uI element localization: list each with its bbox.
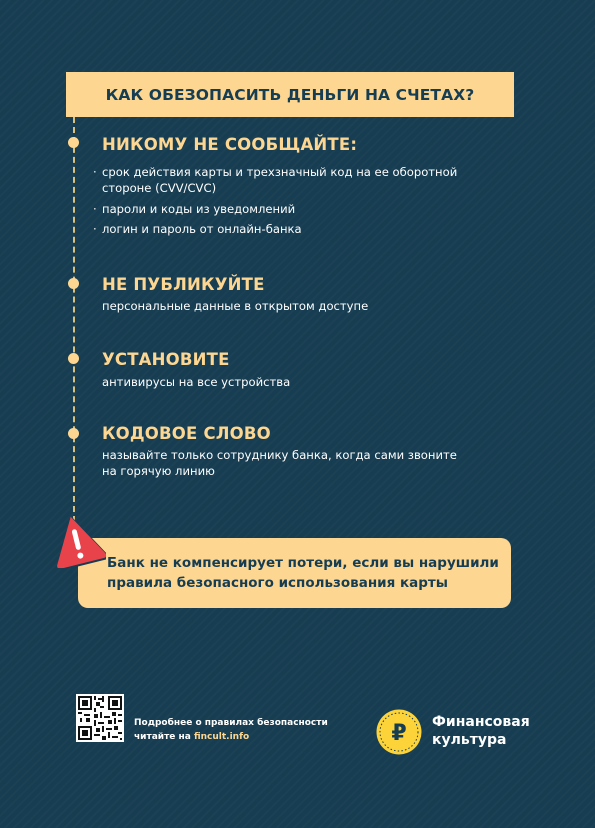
text-line: на горячую линию xyxy=(102,464,215,478)
qr-code-icon xyxy=(76,694,124,742)
footer-line xyxy=(134,730,328,744)
timeline-dashed-line xyxy=(73,117,75,522)
timeline-dot xyxy=(68,353,79,364)
ruble-coin-logo-icon xyxy=(376,709,422,755)
warning-text xyxy=(107,553,507,593)
section-heading-dont-tell: НИКОМУ НЕ СООБЩАЙТЕ: xyxy=(102,135,358,154)
footer-prefix: читайте на xyxy=(134,732,194,742)
warning-triangle-icon xyxy=(48,512,106,568)
list-item: · логин и пароль от онлайн-банка xyxy=(93,221,493,237)
warning-line: правила безопасного использования карты xyxy=(107,575,448,591)
dont-tell-list xyxy=(93,164,493,242)
section-text-install: антивирусы на все устройства xyxy=(102,375,291,389)
section-heading-dont-publish: НЕ ПУБЛИКУЙТЕ xyxy=(102,275,265,294)
list-item: · пароли и коды из уведомлений xyxy=(93,201,493,217)
footer-info xyxy=(134,716,328,744)
list-item: · срок действия карты и трехзначный код на ее оборотной стороне (CVV/CVC) xyxy=(93,164,493,196)
warning-line: Банк не компенсирует потери, если вы нарушили xyxy=(107,555,499,571)
timeline-dot xyxy=(68,428,79,439)
section-heading-install: УСТАНОВИТЕ xyxy=(102,350,230,369)
footer-line: Подробнее о правилах безопасности xyxy=(134,718,328,728)
ruble-symbol: ₽ xyxy=(391,721,407,746)
title-banner xyxy=(66,72,514,117)
timeline-dot xyxy=(68,278,79,289)
timeline-dot xyxy=(68,137,79,148)
fincult-link[interactable]: fincult.info xyxy=(193,732,250,742)
logo-line: культура xyxy=(432,732,507,748)
section-heading-code-word: КОДОВОЕ СЛОВО xyxy=(102,424,271,443)
page-title: КАК ОБЕЗОПАСИТЬ ДЕНЬГИ НА СЧЕТАХ? xyxy=(105,85,475,104)
logo-text xyxy=(432,713,530,749)
text-line: называйте только сотруднику банка, когда сами звоните xyxy=(102,448,457,462)
section-text-code-word xyxy=(102,447,457,479)
logo-line: Финансовая xyxy=(432,714,530,730)
section-text-dont-publish: персональные данные в открытом доступе xyxy=(102,299,369,313)
